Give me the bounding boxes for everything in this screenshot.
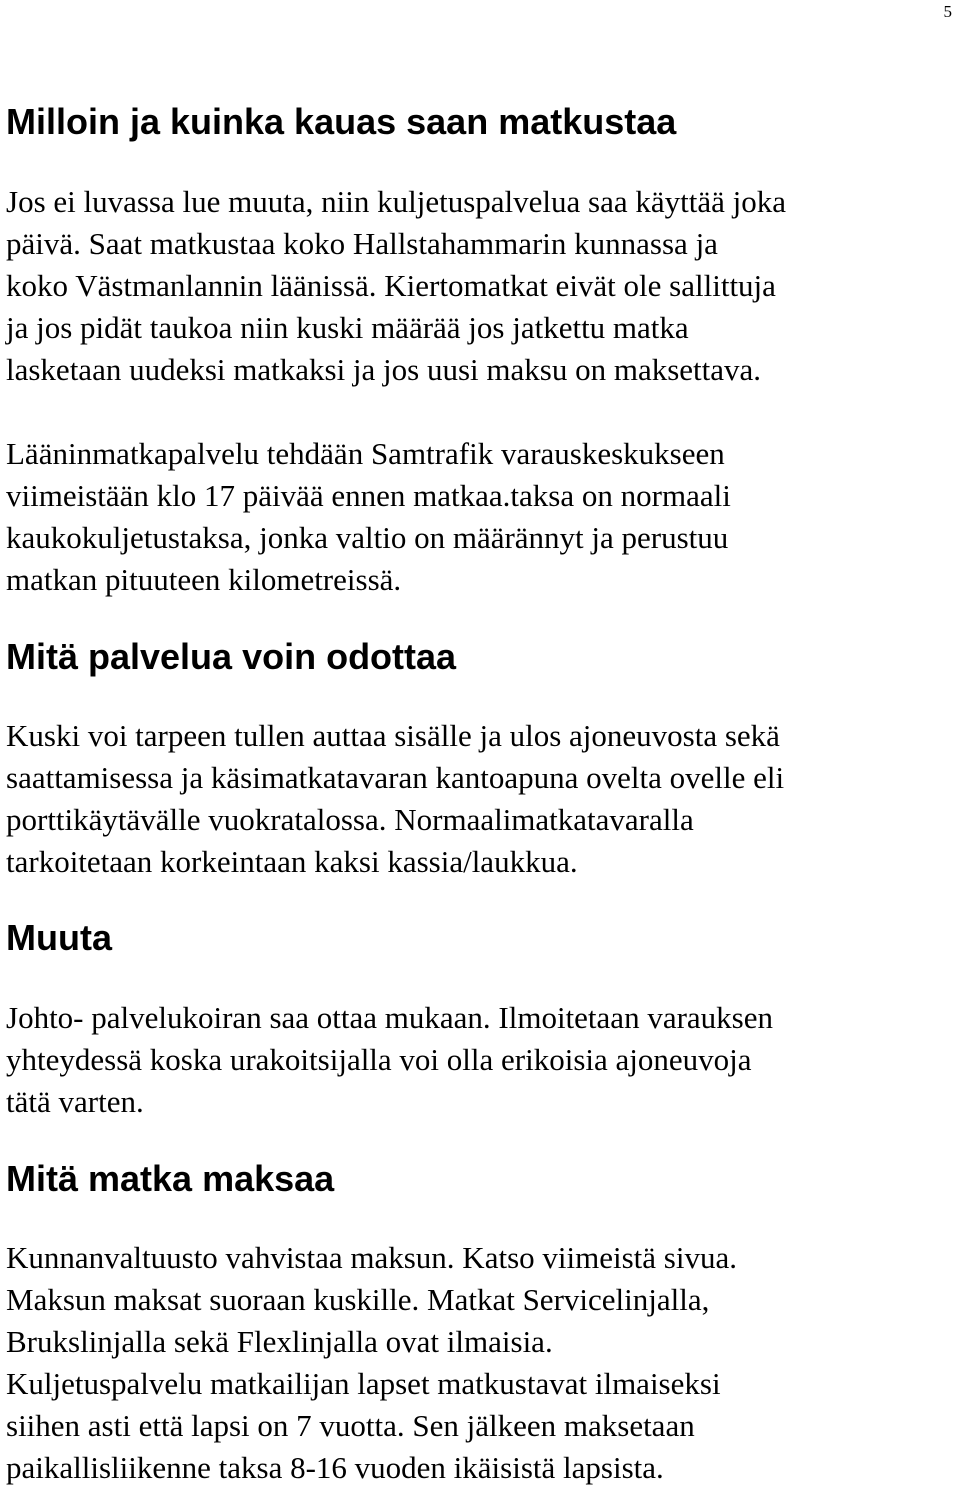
- text-line: tarkoitetaan korkeintaan kaksi kassia/laukkua.: [6, 844, 578, 879]
- text-line: Maksun maksat suoraan kuskille. Matkat Servicelinjalla,: [6, 1282, 710, 1317]
- text-line: tätä varten.: [6, 1084, 144, 1119]
- paragraph-travel-rules: [6, 181, 956, 391]
- text-line: yhteydessä koska urakoitsijalla voi olla erikoisia ajoneuvoja: [6, 1042, 752, 1077]
- text-line: paikallisliikenne taksa 8-16 vuoden ikäisistä lapsista.: [6, 1450, 664, 1485]
- text-line: Johto- palvelukoiran saa ottaa mukaan. Ilmoitetaan varauksen: [6, 1000, 773, 1035]
- text-line: Jos ei luvassa lue muuta, niin kuljetuspalvelua saa käyttää joka: [6, 184, 786, 219]
- text-line: siihen asti että lapsi on 7 vuotta. Sen jälkeen maksetaan: [6, 1408, 695, 1443]
- paragraph-fees: [6, 1237, 956, 1489]
- section-heading-cost: Mitä matka maksaa: [6, 1158, 335, 1199]
- text-line: koko Västmanlannin läänissä. Kiertomatkat eivät ole sallittuja: [6, 268, 776, 303]
- text-line: Lääninmatkapalvelu tehdään Samtrafik varauskeskukseen: [6, 436, 725, 471]
- text-line: Kuljetuspalvelu matkailijan lapset matkustavat ilmaiseksi: [6, 1366, 721, 1401]
- section-heading-other: Muuta: [6, 917, 112, 958]
- section-heading-service: Mitä palvelua voin odottaa: [6, 636, 457, 677]
- page-number: 5: [943, 2, 952, 21]
- text-line: päivä. Saat matkustaa koko Hallstahammarin kunnassa ja: [6, 226, 718, 261]
- text-line: saattamisessa ja käsimatkatavaran kantoapuna ovelta ovelle eli: [6, 760, 785, 795]
- text-line: Kuski voi tarpeen tullen auttaa sisälle ja ulos ajoneuvosta sekä: [6, 718, 780, 753]
- text-line: Kunnanvaltuusto vahvistaa maksun. Katso viimeistä sivua.: [6, 1240, 737, 1275]
- text-line: lasketaan uudeksi matkaksi ja jos uusi maksu on maksettava.: [6, 352, 762, 387]
- text-line: Brukslinjalla sekä Flexlinjalla ovat ilmaisia.: [6, 1324, 553, 1359]
- paragraph-driver-assistance: [6, 715, 956, 883]
- section-heading-travel-range: Milloin ja kuinka kauas saan matkustaa: [6, 101, 677, 142]
- paragraph-guide-dog: [6, 997, 956, 1123]
- text-line: matkan pituuteen kilometreissä.: [6, 562, 402, 597]
- paragraph-county-service: [6, 433, 956, 601]
- text-line: ja jos pidät taukoa niin kuski määrää jos jatkettu matka: [6, 310, 689, 345]
- text-line: kaukokuljetustaksa, jonka valtio on määrännyt ja perustuu: [6, 520, 729, 555]
- text-line: viimeistään klo 17 päivää ennen matkaa.taksa on normaali: [6, 478, 731, 513]
- text-line: porttikäytävälle vuokratalossa. Normaalimatkatavaralla: [6, 802, 694, 837]
